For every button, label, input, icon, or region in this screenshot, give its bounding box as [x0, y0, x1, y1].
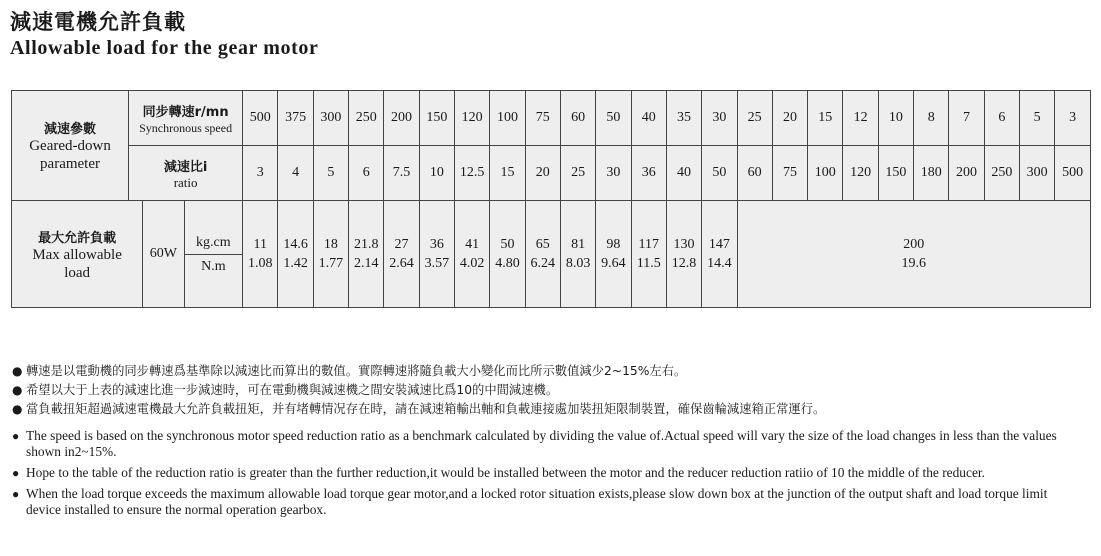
load-cell	[560, 201, 595, 308]
ratio-cell: 300	[1020, 146, 1055, 201]
load-cell	[666, 201, 701, 308]
load-nm: 4.02	[459, 256, 485, 271]
ratio-cell: 150	[878, 146, 913, 201]
ratio-cell: 500	[1055, 146, 1091, 201]
load-nm: 12.8	[671, 256, 697, 271]
load-nm: 1.42	[283, 256, 308, 271]
load-nm: 2.64	[389, 256, 414, 271]
speed-cell: 12	[843, 91, 878, 146]
ratio-header-en: ratio	[173, 174, 198, 190]
load-cell	[419, 201, 454, 308]
ratio-cell: 75	[772, 146, 807, 201]
note-zh	[12, 400, 1092, 419]
bullet-icon: ●	[12, 466, 20, 480]
load-kgcm: 50	[500, 237, 515, 252]
note-zh-text: 轉速是以電動機的同步轉速爲基準除以減速比而算出的數值。實際轉速將隨負載大小變化而比所示數值減少2~15%左右。	[26, 364, 687, 378]
speed-cell: 15	[808, 91, 843, 146]
bullet-icon: ●	[12, 364, 23, 378]
ratio-cell: 180	[914, 146, 949, 201]
load-cell	[525, 201, 560, 308]
load-nm: 1.08	[248, 256, 273, 271]
load-nm: 11.5	[636, 256, 661, 271]
ratio-cell: 36	[631, 146, 666, 201]
load-kgcm: 130	[673, 237, 695, 252]
ratio-cell: 200	[949, 146, 984, 201]
unit-kgcm: kg.cm	[185, 231, 243, 255]
speed-cell: 5	[1020, 91, 1055, 146]
note-en	[12, 465, 1082, 481]
ratio-row	[12, 146, 1091, 201]
load-nm: 14.4	[707, 256, 732, 271]
ratio-cell: 12.5	[455, 146, 490, 201]
note-en-text: The speed is based on the synchronous motor speed reduction ratio as a benchmark calculated by dividing the value of.Actual speed will vary the size of the load changes in less than the values shown in2~15%.	[26, 428, 1057, 459]
speed-cell: 20	[772, 91, 807, 146]
note-en-text: When the load torque exceeds the maximum allowable load torque gear motor,and a locked rotor situation exists,please slow down box at the junction of the output shaft and load torque limit device installed to ensure the normal operation gearbox.	[26, 486, 1048, 517]
speed-cell: 250	[349, 91, 384, 146]
load-nm: 3.57	[424, 256, 450, 271]
speed-cell: 30	[702, 91, 737, 146]
ratio-cell: 40	[666, 146, 701, 201]
param-header-en: Geared-down parameter	[29, 138, 111, 172]
ratio-cell: 5	[313, 146, 348, 201]
load-kgcm: 11	[253, 237, 268, 252]
load-kgcm: 98	[606, 237, 621, 252]
notes-zh	[12, 362, 1092, 419]
ratio-cell: 6	[349, 146, 384, 201]
speed-cell: 300	[313, 91, 348, 146]
page-title-zh: 減速電機允許負載	[10, 10, 186, 34]
load-kgcm: 147	[708, 237, 730, 252]
load-cell	[384, 201, 419, 308]
load-kgcm: 41	[465, 237, 480, 252]
load-header-zh: 最大允許負載	[38, 230, 117, 246]
speed-cell: 8	[914, 91, 949, 146]
speed-cell: 120	[455, 91, 490, 146]
speed-cell: 10	[878, 91, 913, 146]
speed-header-zh: 同步轉速r/mn	[142, 104, 229, 120]
speed-header-en: Synchronous speed	[139, 120, 233, 135]
load-cell	[455, 201, 490, 308]
unit-nm: N.m	[201, 258, 226, 274]
speed-cell: 150	[419, 91, 454, 146]
load-header	[12, 201, 143, 308]
ratio-cell: 60	[737, 146, 772, 201]
load-cell	[490, 201, 525, 308]
load-kgcm: 21.8	[353, 237, 379, 252]
bullet-icon: ●	[12, 383, 23, 397]
load-nm: 6.24	[530, 256, 556, 271]
max-load-cell	[737, 201, 1091, 308]
load-kgcm: 81	[571, 237, 586, 252]
speed-cell: 375	[278, 91, 313, 146]
load-cell	[278, 201, 313, 308]
param-header	[12, 91, 129, 201]
page-title-en: Allowable load for the gear motor	[10, 37, 319, 59]
load-kgcm: 117	[638, 237, 659, 252]
load-kgcm: 18	[323, 237, 338, 252]
note-en-text: Hope to the table of the reduction ratio is greater than the further reduction,it would be installed between the motor and the reducer reduction ratiio of 10 the middle of the reducer.	[26, 465, 985, 480]
load-nm: 2.14	[353, 256, 379, 271]
load-cell	[631, 201, 666, 308]
ratio-cell: 4	[278, 146, 313, 201]
ratio-cell: 7.5	[384, 146, 419, 201]
load-cell	[243, 201, 278, 308]
load-cell	[596, 201, 631, 308]
bullet-icon: ●	[12, 487, 20, 501]
speed-cell: 40	[631, 91, 666, 146]
param-header-zh: 減速參數	[44, 122, 97, 137]
ratio-header-zh: 減速比i	[163, 159, 208, 175]
load-row	[12, 201, 1091, 308]
speed-cell: 35	[666, 91, 701, 146]
ratio-cell: 15	[490, 146, 525, 201]
ratio-cell: 50	[702, 146, 737, 201]
load-nm: 1.77	[318, 256, 344, 271]
ratio-cell: 100	[808, 146, 843, 201]
load-kgcm: 36	[429, 237, 444, 252]
load-cell	[313, 201, 348, 308]
speed-cell: 25	[737, 91, 772, 146]
load-nm: 4.80	[495, 256, 520, 271]
speed-cell: 50	[596, 91, 631, 146]
load-header-en: Max allowable load	[32, 246, 122, 281]
ratio-cell: 250	[984, 146, 1019, 201]
speed-cell: 75	[525, 91, 560, 146]
power-cell: 60W	[143, 201, 184, 308]
note-zh-text: 希望以大于上表的減速比進一步減速時，可在電動機與減速機之間安裝減速比爲10的中間減速機。	[26, 383, 559, 397]
speed-cell: 3	[1055, 91, 1091, 146]
speed-cell: 100	[490, 91, 525, 146]
note-zh	[12, 381, 1092, 400]
speed-header	[129, 91, 243, 146]
ratio-header	[129, 146, 243, 201]
bullet-icon: ●	[12, 429, 20, 443]
ratio-cell: 20	[525, 146, 560, 201]
speed-cell: 200	[384, 91, 419, 146]
load-kgcm: 27	[394, 237, 409, 252]
ratio-cell: 3	[243, 146, 278, 201]
speed-row	[12, 91, 1091, 146]
load-cell	[349, 201, 384, 308]
load-kgcm: 65	[535, 237, 550, 252]
note-en	[12, 486, 1082, 518]
max-load-kgcm: 200	[903, 237, 925, 252]
ratio-cell: 10	[419, 146, 454, 201]
load-kgcm: 14.6	[283, 237, 308, 252]
load-nm: 8.03	[565, 256, 591, 271]
speed-cell: 60	[560, 91, 595, 146]
notes-en	[12, 428, 1082, 523]
speed-cell: 7	[949, 91, 984, 146]
note-en	[12, 428, 1082, 460]
ratio-cell: 120	[843, 146, 878, 201]
unit-cell	[184, 201, 243, 308]
note-zh-text: 當負載扭矩超過減速電機最大允許負載扭矩，并有堵轉情况存在時，請在減速箱輸出軸和負載連接處加裝扭矩限制裝置，確保齒輪減速箱正常運行。	[26, 402, 826, 416]
speed-cell: 500	[243, 91, 278, 146]
load-nm: 9.64	[601, 256, 626, 271]
ratio-cell: 30	[596, 146, 631, 201]
ratio-cell: 25	[560, 146, 595, 201]
note-zh	[12, 362, 1092, 381]
bullet-icon: ●	[12, 402, 23, 416]
load-cell	[702, 201, 737, 308]
max-load-nm: 19.6	[901, 256, 926, 271]
speed-cell: 6	[984, 91, 1019, 146]
allowable-load-table	[11, 90, 1091, 308]
